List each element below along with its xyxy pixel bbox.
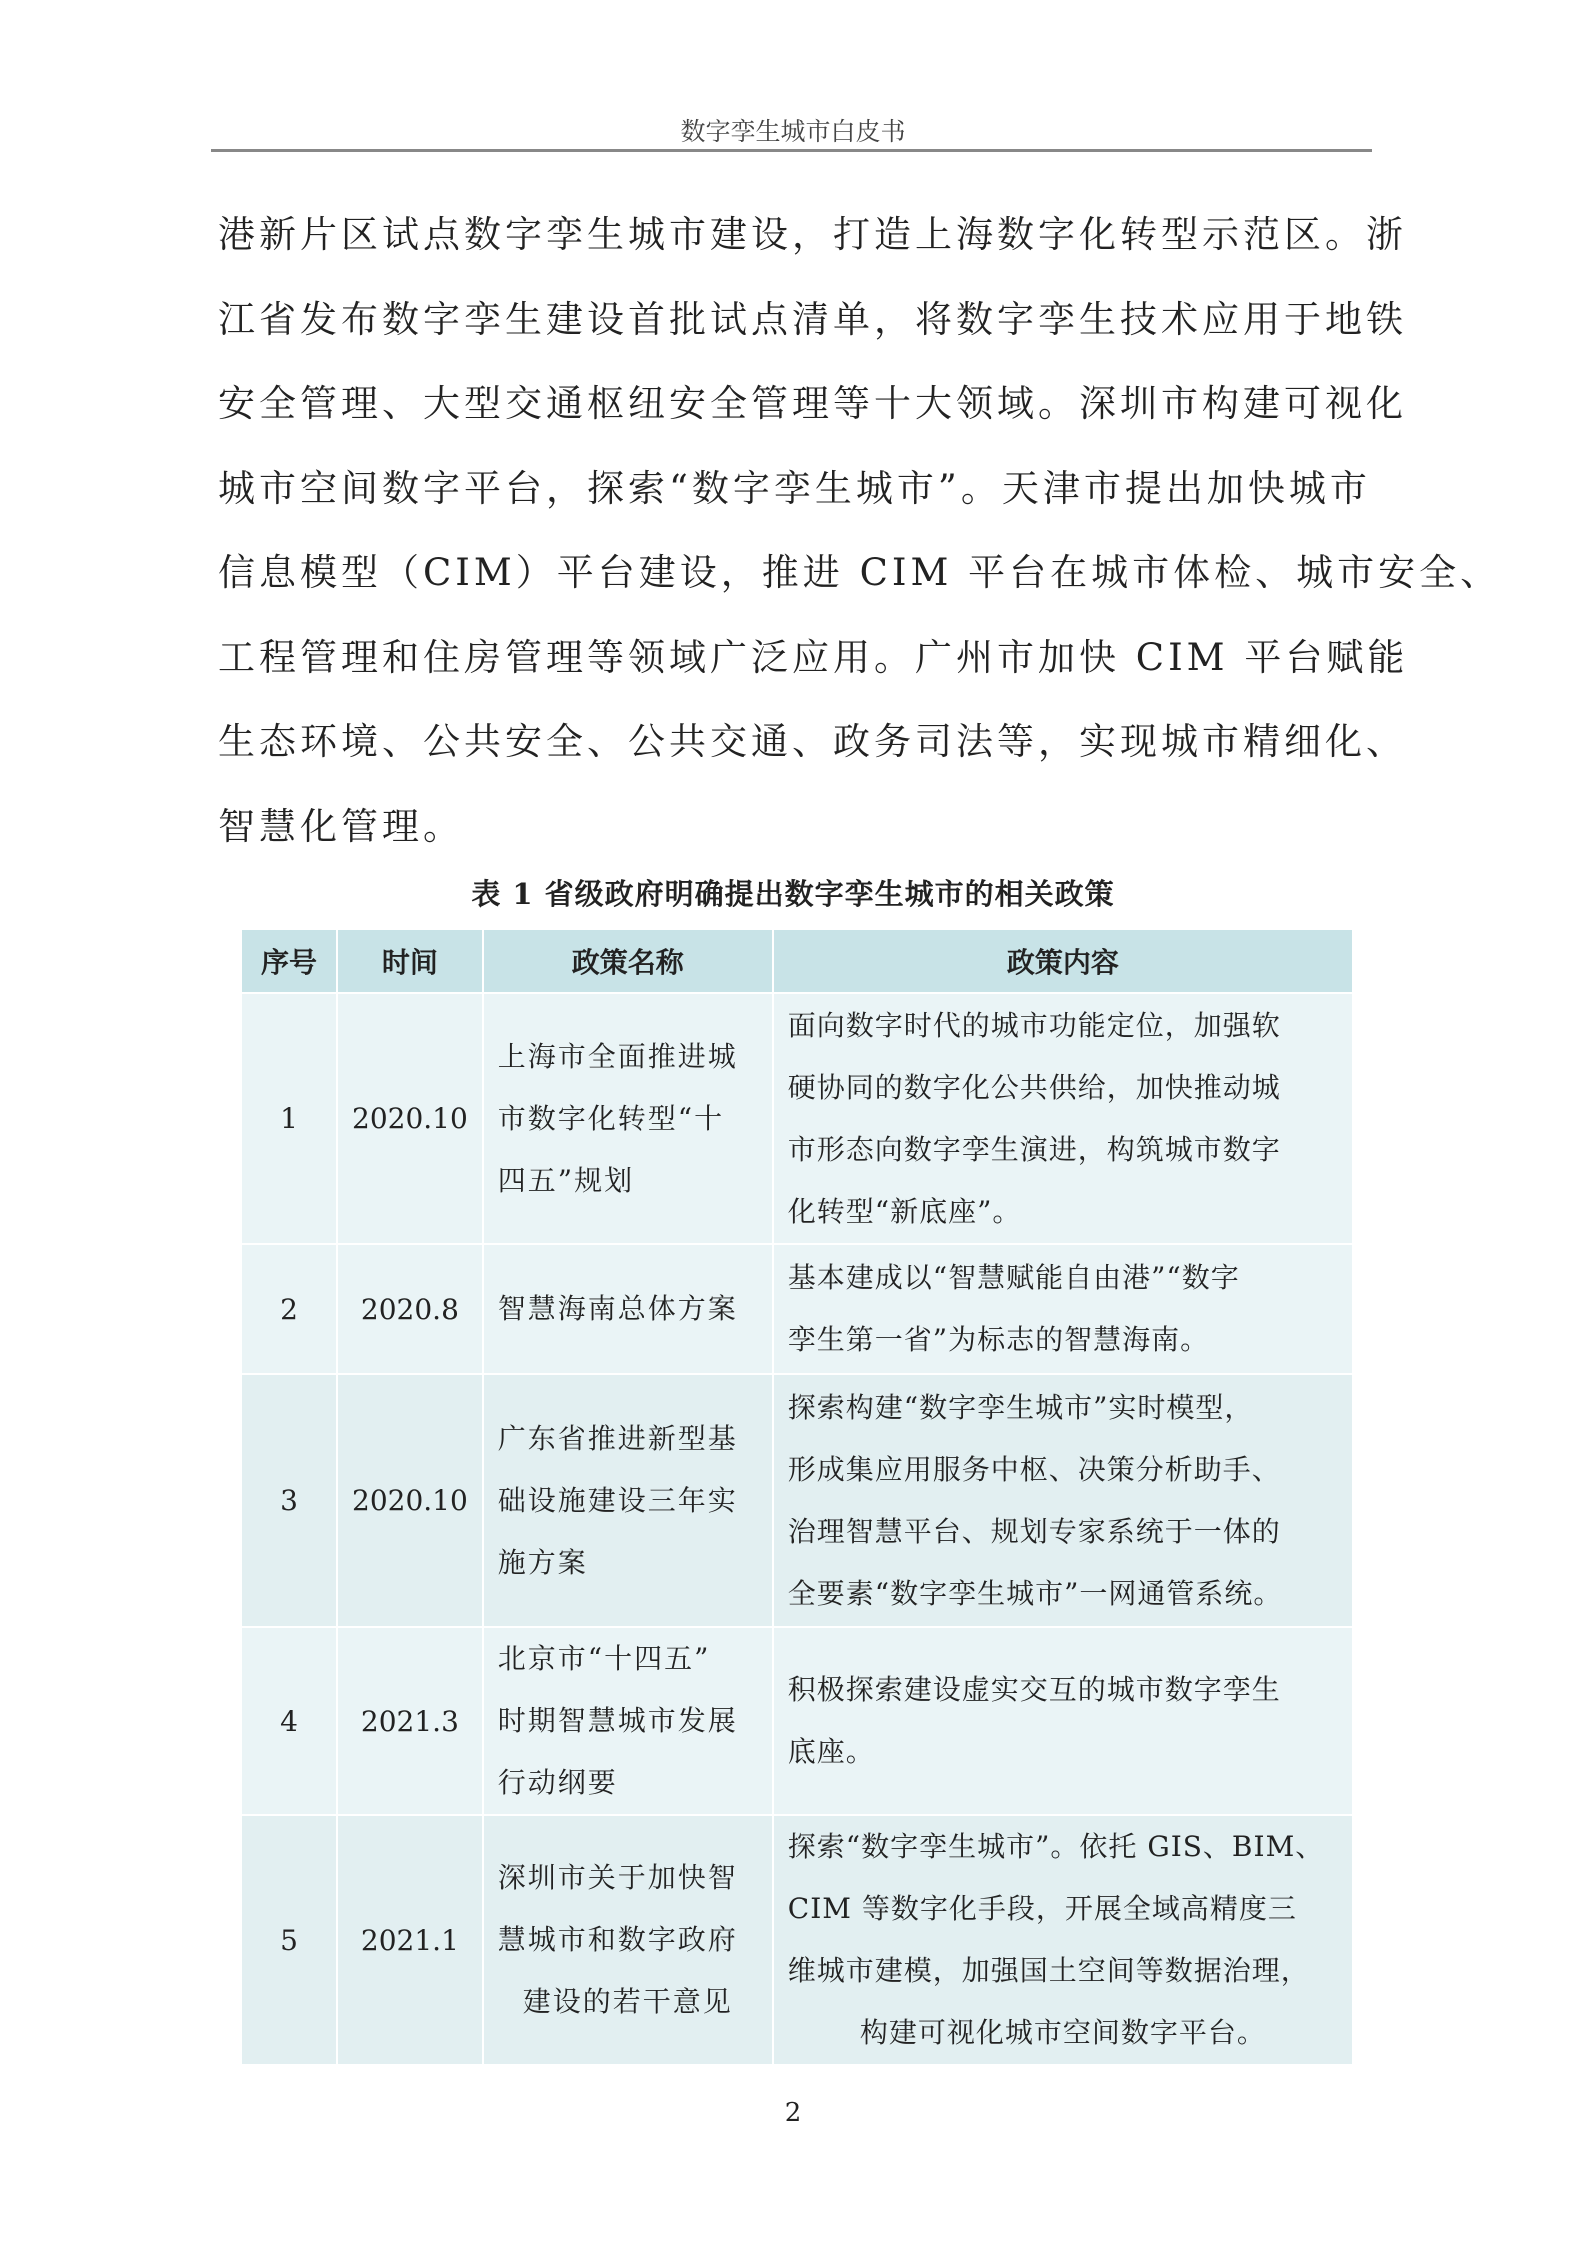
- cell-no: 2: [241, 1244, 337, 1374]
- name-line: 深圳市关于加快智: [497, 1861, 738, 1894]
- cell-no: 3: [241, 1374, 337, 1627]
- table-row: [241, 1627, 1353, 1815]
- cell-name: [483, 1627, 773, 1815]
- name-line: 智慧海南总体方案: [497, 1292, 738, 1325]
- name-line: 建设的若干意见: [522, 1985, 733, 2018]
- cell-content: [773, 1244, 1353, 1374]
- content-line: CIM 等数字化手段，开展全域高精度三: [787, 1892, 1297, 1925]
- content-line: 积极探索建设虚实交互的城市数字孪生: [787, 1673, 1281, 1706]
- name-line: 慧城市和数字政府: [497, 1923, 738, 1956]
- content-line: 基本建成以“智慧赋能自由港”“数字: [787, 1261, 1240, 1294]
- table-header-row: [241, 929, 1353, 993]
- body-paragraph: [218, 205, 1502, 881]
- name-line: 上海市全面推进城: [497, 1039, 738, 1073]
- header-content: 政策内容: [773, 929, 1353, 993]
- paragraph-line: 港新片区试点数字孪生城市建设，打造上海数字化转型示范区。浙: [218, 213, 1407, 256]
- name-line: 时期智慧城市发展: [497, 1704, 738, 1737]
- running-header: 数字孪生城市白皮书: [680, 117, 906, 146]
- content-line: 全要素“数字孪生城市”一网通管系统。: [787, 1576, 1283, 1610]
- table-row: [241, 993, 1353, 1244]
- paragraph-line: 安全管理、大型交通枢纽安全管理等十大领域。深圳市构建可视化: [218, 382, 1407, 425]
- name-line: 础设施建设三年实: [497, 1483, 738, 1517]
- paragraph-line: 信息模型（CIM）平台建设，推进 CIM 平台在城市体检、城市安全、: [218, 551, 1502, 594]
- content-line: 探索“数字孪生城市”。依托 GIS、BIM、: [787, 1830, 1325, 1863]
- header-no: 序号: [241, 929, 337, 993]
- content-line: 治理智慧平台、规划专家系统于一体的: [787, 1514, 1281, 1548]
- content-line: 市形态向数字孪生演进，构筑城市数字: [787, 1132, 1281, 1166]
- cell-name: [483, 1815, 773, 2065]
- cell-content: [773, 1815, 1353, 2065]
- header-name: 政策名称: [483, 929, 773, 993]
- name-line: 广东省推进新型基: [497, 1421, 738, 1455]
- content-line: 探索构建“数字孪生城市”实时模型，: [787, 1390, 1254, 1424]
- cell-content: [773, 993, 1353, 1244]
- content-line: 化转型“新底座”。: [787, 1194, 1022, 1228]
- header-time: 时间: [337, 929, 483, 993]
- paragraph-line: 生态环境、公共安全、公共交通、政务司法等，实现城市精细化、: [218, 720, 1407, 763]
- table-row: [241, 1374, 1353, 1627]
- name-line: 市数字化转型“十: [497, 1101, 725, 1135]
- paragraph-line: 工程管理和住房管理等领域广泛应用。广州市加快 CIM 平台赋能: [218, 635, 1409, 679]
- content-line: 构建可视化城市空间数字平台。: [859, 2016, 1266, 2049]
- content-line: 硬协同的数字化公共供给，加快推动城: [787, 1070, 1281, 1104]
- name-line: 北京市“十四五”: [497, 1642, 711, 1675]
- cell-name: [483, 1244, 773, 1374]
- name-line: 行动纲要: [497, 1766, 618, 1799]
- cell-name: [483, 1374, 773, 1627]
- table-row: [241, 1815, 1353, 2065]
- cell-time: 2020.10: [337, 1374, 483, 1627]
- page-number: 2: [784, 2098, 802, 2128]
- cell-time: 2021.1: [337, 1815, 483, 2065]
- cell-time: 2020.10: [337, 993, 483, 1244]
- table-caption: 表 1 省级政府明确提出数字孪生城市的相关政策: [471, 877, 1115, 911]
- header-divider: [211, 149, 1372, 152]
- content-line: 底座。: [787, 1735, 875, 1768]
- paragraph-line: 城市空间数字平台，探索“数字孪生城市”。天津市提出加快城市: [218, 466, 1371, 510]
- cell-no: 4: [241, 1627, 337, 1815]
- content-line: 维城市建模，加强国土空间等数据治理，: [787, 1954, 1310, 1987]
- content-line: 孪生第一省”为标志的智慧海南。: [787, 1323, 1210, 1356]
- table-row: [241, 1244, 1353, 1374]
- cell-content: [773, 1627, 1353, 1815]
- paragraph-line: 智慧化管理。: [218, 804, 464, 848]
- cell-no: 5: [241, 1815, 337, 2065]
- cell-time: 2021.3: [337, 1627, 483, 1815]
- cell-name: [483, 993, 773, 1244]
- policy-table: [240, 928, 1354, 2066]
- paragraph-line: 江省发布数字孪生建设首批试点清单，将数字孪生技术应用于地铁: [218, 297, 1407, 341]
- name-line: 施方案: [497, 1545, 588, 1579]
- content-line: 面向数字时代的城市功能定位，加强软: [787, 1008, 1281, 1042]
- cell-no: 1: [241, 993, 337, 1244]
- content-line: 形成集应用服务中枢、决策分析助手、: [787, 1452, 1281, 1486]
- cell-content: [773, 1374, 1353, 1627]
- cell-time: 2020.8: [337, 1244, 483, 1374]
- name-line: 四五”规划: [497, 1163, 635, 1197]
